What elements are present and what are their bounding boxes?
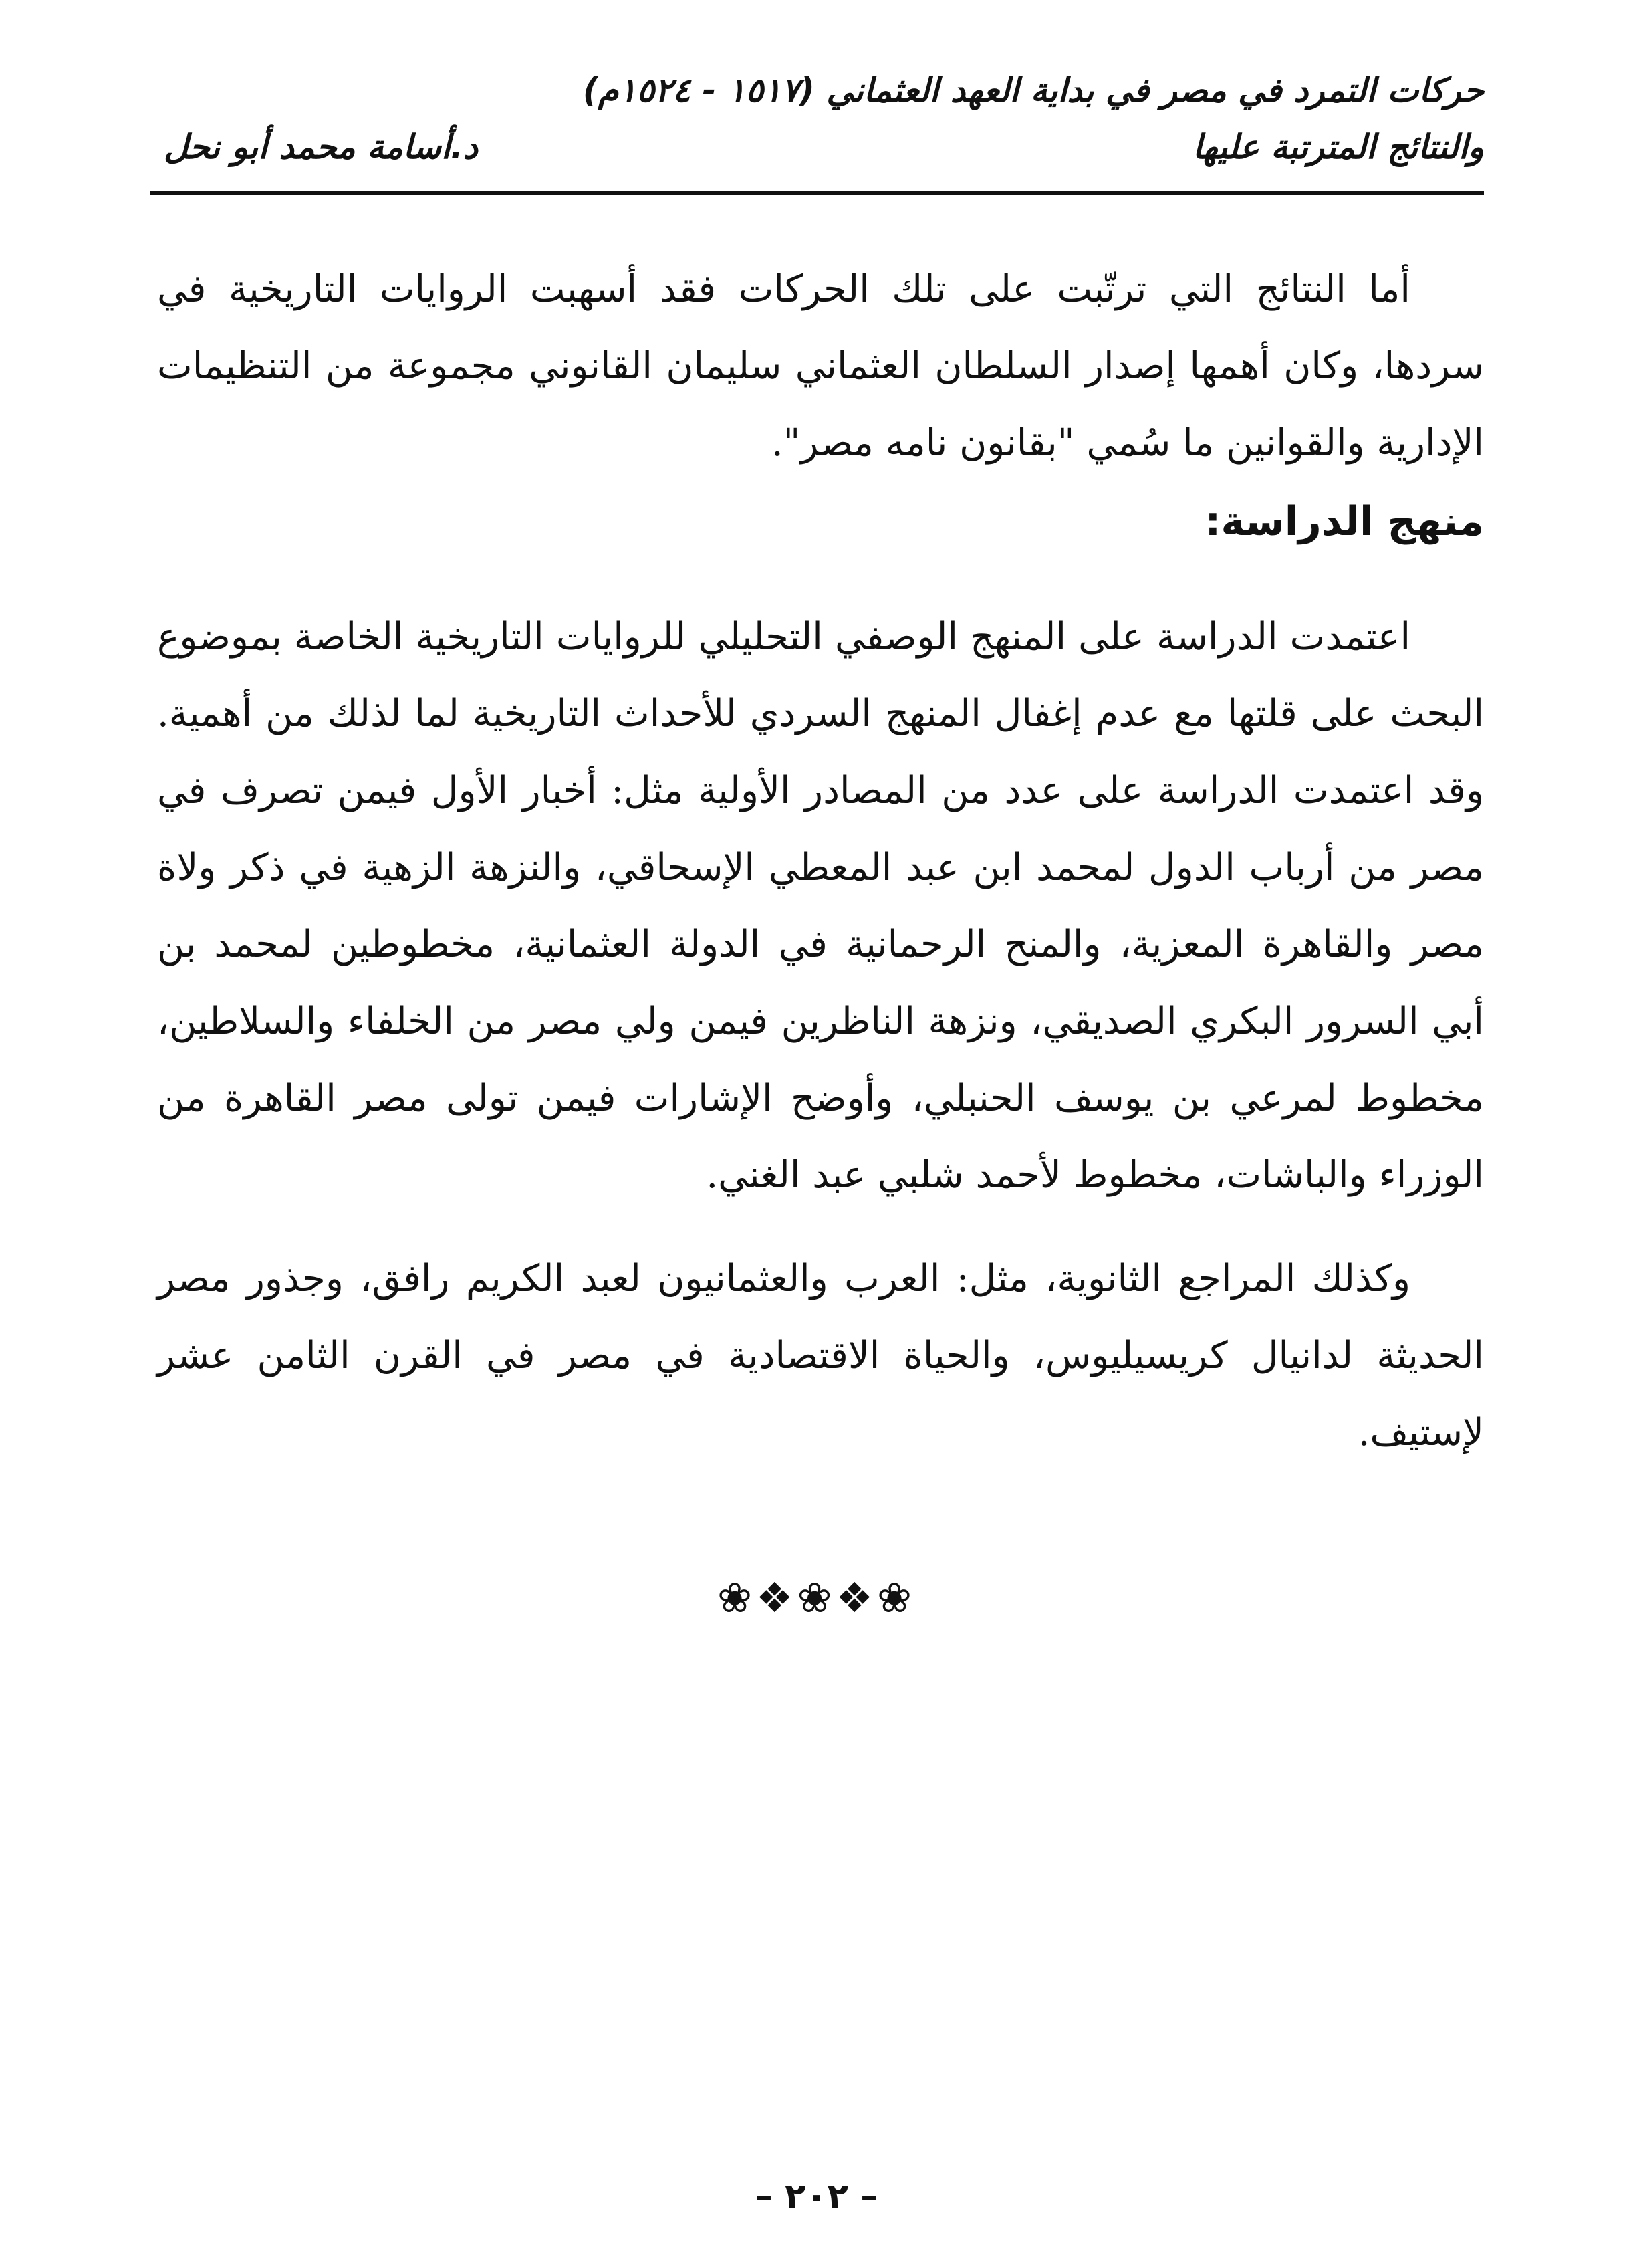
- section-heading-methodology: منهج الدراسة:: [1205, 498, 1484, 545]
- decorative-ornament-divider: ❀❖❀❖❀: [717, 1573, 916, 1622]
- header-divider: [150, 191, 1484, 195]
- author-name: د.أسامة محمد أبو نحل: [164, 128, 478, 166]
- spacer: [157, 1214, 1484, 1240]
- page-number: – ٢٠٢ –: [755, 2176, 878, 2217]
- running-title: حركات التمرد في مصر في بداية العهد العثماني (١٥١٧ - ١٥٢٤م): [582, 71, 1484, 110]
- paragraph-results: أما النتائج التي ترتّبت على تلك الحركات فقد أسهبت الروايات التاريخية في سردها، وكان أهمها إصدار السلطان العثماني سليمان القانوني مجموعة من التنظيمات الإدارية والقوانين ما سُمي "بقانون نامه مصر".: [157, 267, 1484, 465]
- paragraph-methodology: اعتمدت الدراسة على المنهج الوصفي التحليلي للروايات التاريخية الخاصة بموضوع البحث على قلتها مع عدم إغفال المنهج السردي للأحداث التاريخية لما لذلك من أهمية. وقد اعتمدت الدراسة على عدد من المصادر الأولية مثل: أخبار الأول فيمن تصرف في مصر من أرباب الدول لمحمد ابن عبد المعطي الإسحاقي، والنزهة الزهية في ذكر ولاة مصر والقاهرة المعزية، والمنح الرحمانية في الدولة العثمانية، مخطوطين لمحمد بن أبي السرور البكري الصديقي، ونزهة الناظرين فيمن ولي مصر من الخلفاء والسلاطين، مخطوط لمرعي بن يوسف الحنبلي، وأوضح الإشارات فيمن تولى مصر القاهرة من الوزراء والباشات، مخطوط لأحمد شلبي عبد الغني.: [157, 615, 1485, 1197]
- spacer: [157, 562, 1484, 598]
- paragraph-secondary-references: وكذلك المراجع الثانوية، مثل: العرب والعثمانيون لعبد الكريم رافق، وجذور مصر الحديثة لدانيال كريسيليوس، والحياة الاقتصادية في مصر في القرن الثامن عشر لإستيف.: [157, 1257, 1484, 1454]
- page-header: [150, 64, 1484, 197]
- page-body: [157, 251, 1484, 1471]
- running-subtitle: والنتائج المترتبة عليها: [1192, 128, 1484, 166]
